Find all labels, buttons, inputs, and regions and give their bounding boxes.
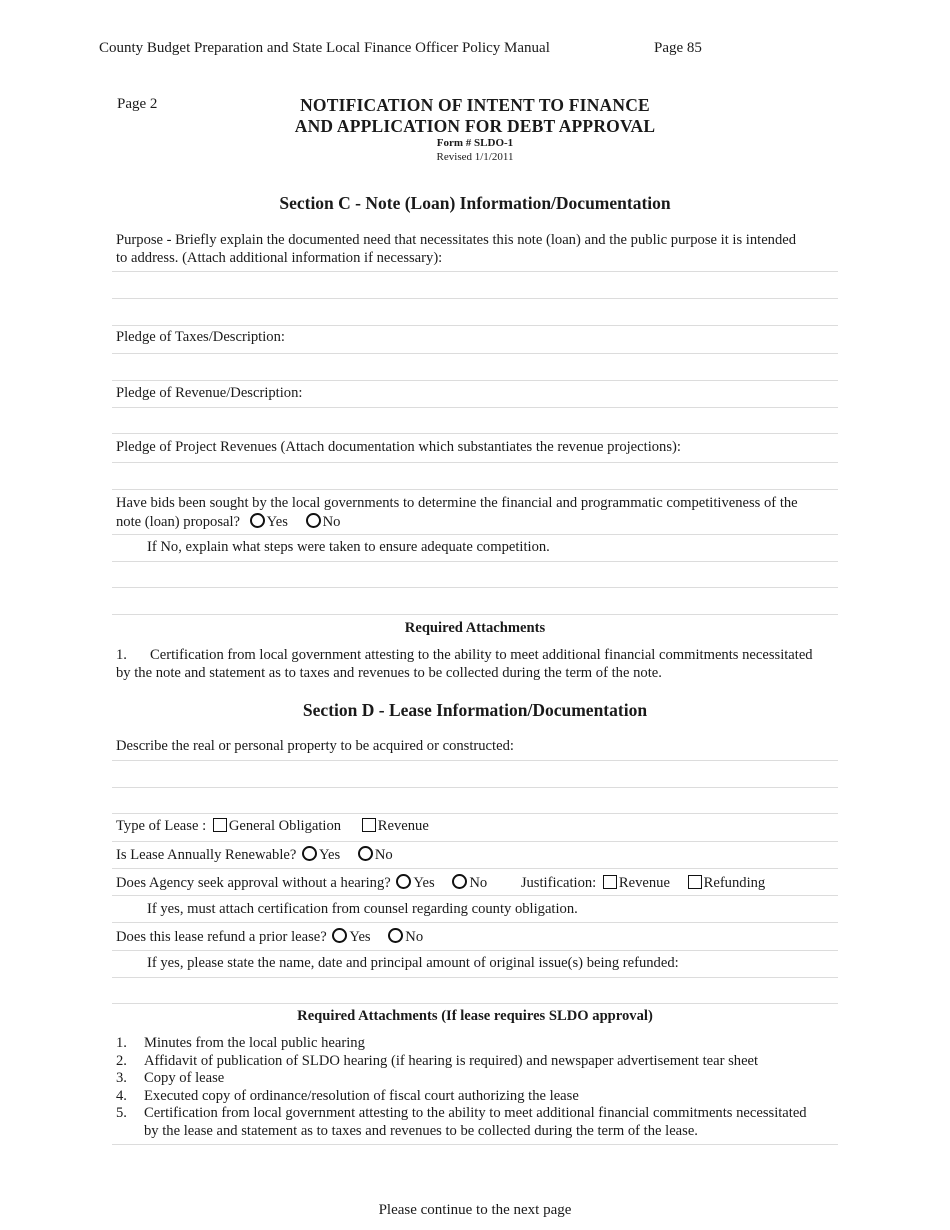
hearing-no-option[interactable]: No (452, 875, 487, 891)
annually-renewable-row (116, 846, 393, 865)
type-of-lease-label: Type of Lease : (116, 818, 207, 834)
answer-line[interactable] (112, 760, 838, 761)
radio-icon[interactable] (358, 846, 373, 861)
radio-icon[interactable] (396, 874, 411, 889)
checkbox-icon[interactable] (213, 818, 227, 832)
answer-line[interactable] (112, 813, 838, 814)
renewable-yes-option[interactable]: Yes (302, 847, 340, 863)
form-revised: Revised 1/1/2011 (436, 151, 514, 163)
renewable-no-option[interactable]: No (358, 847, 393, 863)
note-attachment-1: 1. Certification from local government attesting to the ability to meet additional financial commitments necessitated by the note and statement as to taxes and revenues to be collected during the term of the note. (116, 647, 813, 681)
refund-yes-option[interactable]: Yes (332, 929, 370, 945)
divider (112, 922, 838, 923)
answer-line[interactable] (112, 433, 838, 434)
answer-line[interactable] (112, 587, 838, 588)
form-number: Form # SLDO-1 (436, 137, 514, 149)
form-title-line1: NOTIFICATION OF INTENT TO FINANCE (300, 95, 650, 115)
if-yes-state: If yes, please state the name, date and principal amount of original issue(s) being refunded: (147, 955, 679, 971)
required-attachments-heading-d: Required Attachments (If lease requires SLDO approval) (297, 1008, 653, 1024)
bids-no-option[interactable]: No (306, 514, 341, 530)
radio-icon[interactable] (302, 846, 317, 861)
justification-revenue-checkbox[interactable]: Revenue (603, 875, 670, 891)
continue-note: Please continue to the next page (378, 1202, 572, 1218)
justification-refunding-checkbox[interactable]: Refunding (688, 875, 766, 891)
answer-line[interactable] (112, 614, 838, 615)
manual-title: County Budget Preparation and State Local Finance Officer Policy Manual (99, 40, 550, 56)
answer-line[interactable] (112, 271, 838, 272)
page-number: Page 85 (654, 40, 702, 56)
answer-line[interactable] (112, 407, 838, 408)
purpose-line1: Purpose - Briefly explain the documented need that necessitates this note (loan) and the public purpose it is intended (116, 232, 797, 248)
divider (112, 868, 838, 869)
answer-line[interactable] (112, 534, 838, 535)
list-item: 2. Affidavit of publication of SLDO hearing (if hearing is required) and newspaper advertisement tear sheet (116, 1052, 759, 1069)
pledge-revenue-label: Pledge of Revenue/Description: (116, 385, 303, 401)
answer-line[interactable] (112, 462, 838, 463)
general-obligation-checkbox[interactable]: General Obligation (213, 818, 341, 834)
attachment-number: 1. (116, 647, 127, 663)
lease-attachment-list (116, 1035, 807, 1140)
list-item-continuation: by the lease and statement as to taxes and revenues to be collected during the term of the lease. (144, 1122, 698, 1139)
annually-renewable-label: Is Lease Annually Renewable? (116, 847, 297, 863)
pledge-taxes-label: Pledge of Taxes/Description: (116, 329, 285, 345)
divider (112, 1144, 838, 1145)
section-d-heading: Section D - Lease Information/Documentation (302, 700, 648, 720)
checkbox-icon[interactable] (362, 818, 376, 832)
answer-line[interactable] (112, 489, 838, 490)
list-item: 4. Executed copy of ordinance/resolution of fiscal court authorizing the lease (116, 1087, 579, 1104)
answer-line[interactable] (112, 353, 838, 354)
type-of-lease-row (116, 818, 429, 836)
form-title-line2: AND APPLICATION FOR DEBT APPROVAL (294, 116, 656, 136)
answer-line[interactable] (112, 977, 838, 978)
bids-question (116, 495, 836, 531)
radio-icon[interactable] (452, 874, 467, 889)
if-yes-counsel: If yes, must attach certification from counsel regarding county obligation. (147, 901, 578, 917)
checkbox-icon[interactable] (603, 875, 617, 889)
hearing-yes-option[interactable]: Yes (396, 875, 434, 891)
justification-label: Justification: (520, 875, 597, 891)
bids-yes-option[interactable]: Yes (250, 514, 288, 530)
radio-icon[interactable] (332, 928, 347, 943)
refund-prior-row (116, 928, 423, 947)
radio-icon[interactable] (388, 928, 403, 943)
checkbox-icon[interactable] (688, 875, 702, 889)
list-item: 1. Minutes from the local public hearing (116, 1035, 365, 1051)
describe-property-label: Describe the real or personal property to be acquired or constructed: (116, 738, 514, 754)
answer-line[interactable] (112, 298, 838, 299)
refund-prior-label: Does this lease refund a prior lease? (116, 929, 327, 945)
revenue-checkbox[interactable]: Revenue (362, 818, 429, 834)
if-no-explain: If No, explain what steps were taken to ensure adequate competition. (147, 539, 550, 555)
form-page-label: Page 2 (117, 96, 158, 112)
without-hearing-label: Does Agency seek approval without a hearing? (116, 875, 391, 891)
answer-line[interactable] (112, 380, 838, 381)
section-c-heading: Section C - Note (Loan) Information/Documentation (279, 193, 671, 213)
divider (112, 950, 838, 951)
refund-no-option[interactable]: No (388, 929, 423, 945)
answer-line[interactable] (112, 561, 838, 562)
radio-icon[interactable] (250, 513, 265, 528)
list-item: 3. Copy of lease (116, 1070, 225, 1086)
bids-line1: Have bids been sought by the local governments to determine the financial and programmatic competitiveness of the (116, 495, 798, 511)
purpose-prompt (116, 232, 836, 267)
without-hearing-row (116, 874, 765, 893)
pledge-project-label: Pledge of Project Revenues (Attach documentation which substantiates the revenue projections): (116, 439, 681, 455)
answer-line[interactable] (112, 787, 838, 788)
bids-line2: note (loan) proposal? (116, 513, 241, 530)
divider (112, 895, 838, 896)
answer-line[interactable] (112, 1003, 838, 1004)
answer-line[interactable] (112, 325, 838, 326)
purpose-line2: to address. (Attach additional information if necessary): (116, 249, 443, 266)
radio-icon[interactable] (306, 513, 321, 528)
list-item: 5. Certification from local government attesting to the ability to meet additional financial commitments necessitated (116, 1105, 807, 1121)
divider (112, 841, 838, 842)
required-attachments-heading-c: Required Attachments (404, 620, 546, 636)
